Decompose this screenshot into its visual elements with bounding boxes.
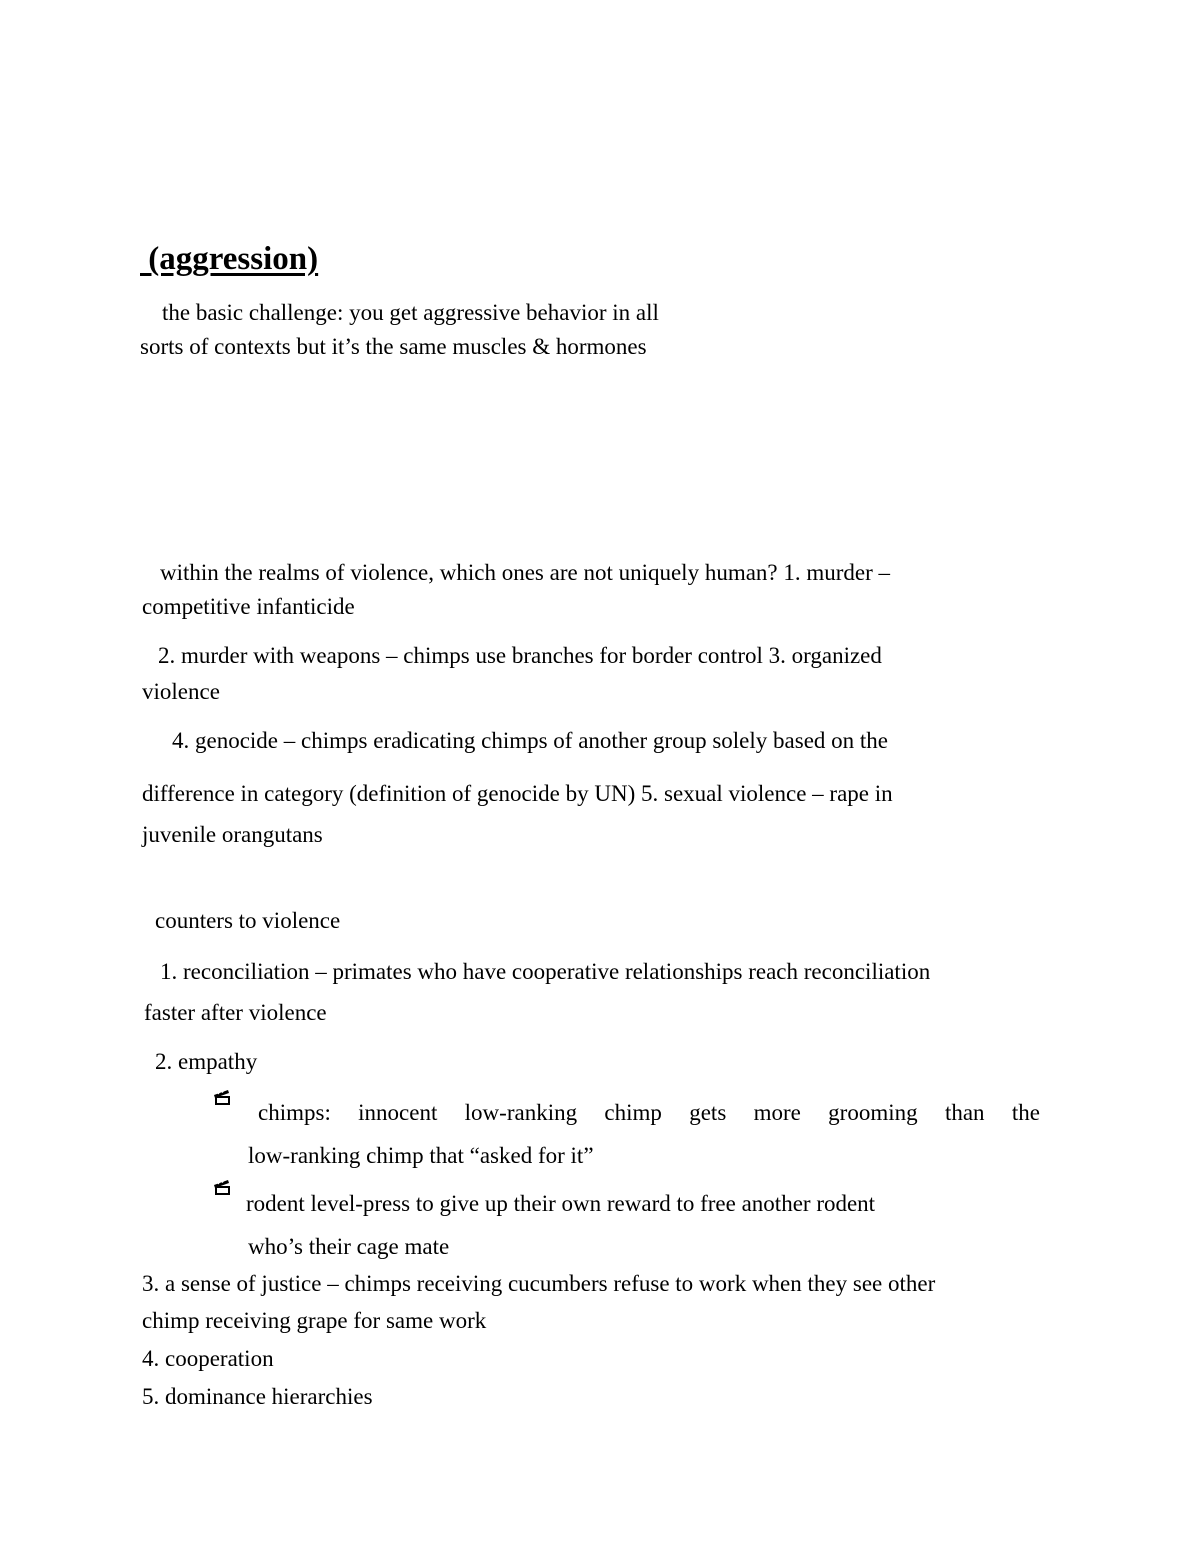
violence-question-line-2: competitive infanticide [142, 594, 355, 619]
counters-item-2: 2. empathy [155, 1049, 258, 1074]
counters-item-4: 4. cooperation [142, 1346, 274, 1371]
violence-item-4-line-2: difference in category (definition of genocide by UN) 5. sexual violence – rape in [142, 781, 893, 806]
intro-line-1: the basic challenge: you get aggressive behavior in all [162, 300, 659, 325]
bullet-1-line-2: low-ranking chimp that “asked for it” [248, 1143, 594, 1168]
violence-item-2-line-1: 2. murder with weapons – chimps use branches for border control 3. organized [158, 643, 882, 668]
bullet-1-word: grooming [828, 1100, 918, 1125]
bullet-1-word: chimp [604, 1100, 662, 1125]
document-title: (aggression) [140, 241, 319, 277]
intro-line-2: sorts of contexts but it’s the same muscles & hormones [140, 334, 647, 359]
counters-item-3-line-1: 3. a sense of justice – chimps receiving cucumbers refuse to work when they see other [142, 1271, 936, 1296]
violence-item-2-line-2: violence [142, 679, 220, 704]
violence-item-4-line-3: juvenile orangutans [142, 822, 323, 847]
bullet-1-word: low-ranking [464, 1100, 578, 1125]
bullet-1-word: gets [689, 1100, 727, 1125]
violence-item-4-line-1: 4. genocide – chimps eradicating chimps of another group solely based on the [172, 728, 888, 753]
counters-item-5: 5. dominance hierarchies [142, 1384, 373, 1409]
bullet-1-line-1 [258, 1098, 1040, 1128]
bullet-2-line-2: who’s their cage mate [248, 1234, 450, 1259]
counters-item-1-line-1: 1. reconciliation – primates who have cooperative relationships reach reconciliation [160, 959, 931, 984]
bullet-1-word: than [944, 1100, 985, 1125]
counters-heading: counters to violence [155, 908, 341, 933]
clapperboard-icon [213, 1088, 233, 1106]
counters-item-3-line-2: chimp receiving grape for same work [142, 1308, 487, 1333]
bullet-1-word: innocent [358, 1100, 438, 1125]
violence-question-line-1: within the realms of violence, which ones are not uniquely human? 1. murder – [160, 560, 891, 585]
bullet-1-word: chimps: [258, 1100, 331, 1125]
bullet-1-word: the [1011, 1100, 1040, 1125]
bullet-2-line-1: rodent level-press to give up their own reward to free another rodent [246, 1191, 876, 1216]
bullet-1-word: more [753, 1100, 801, 1125]
clapperboard-icon [213, 1178, 233, 1196]
counters-item-1-line-2: faster after violence [144, 1000, 327, 1025]
